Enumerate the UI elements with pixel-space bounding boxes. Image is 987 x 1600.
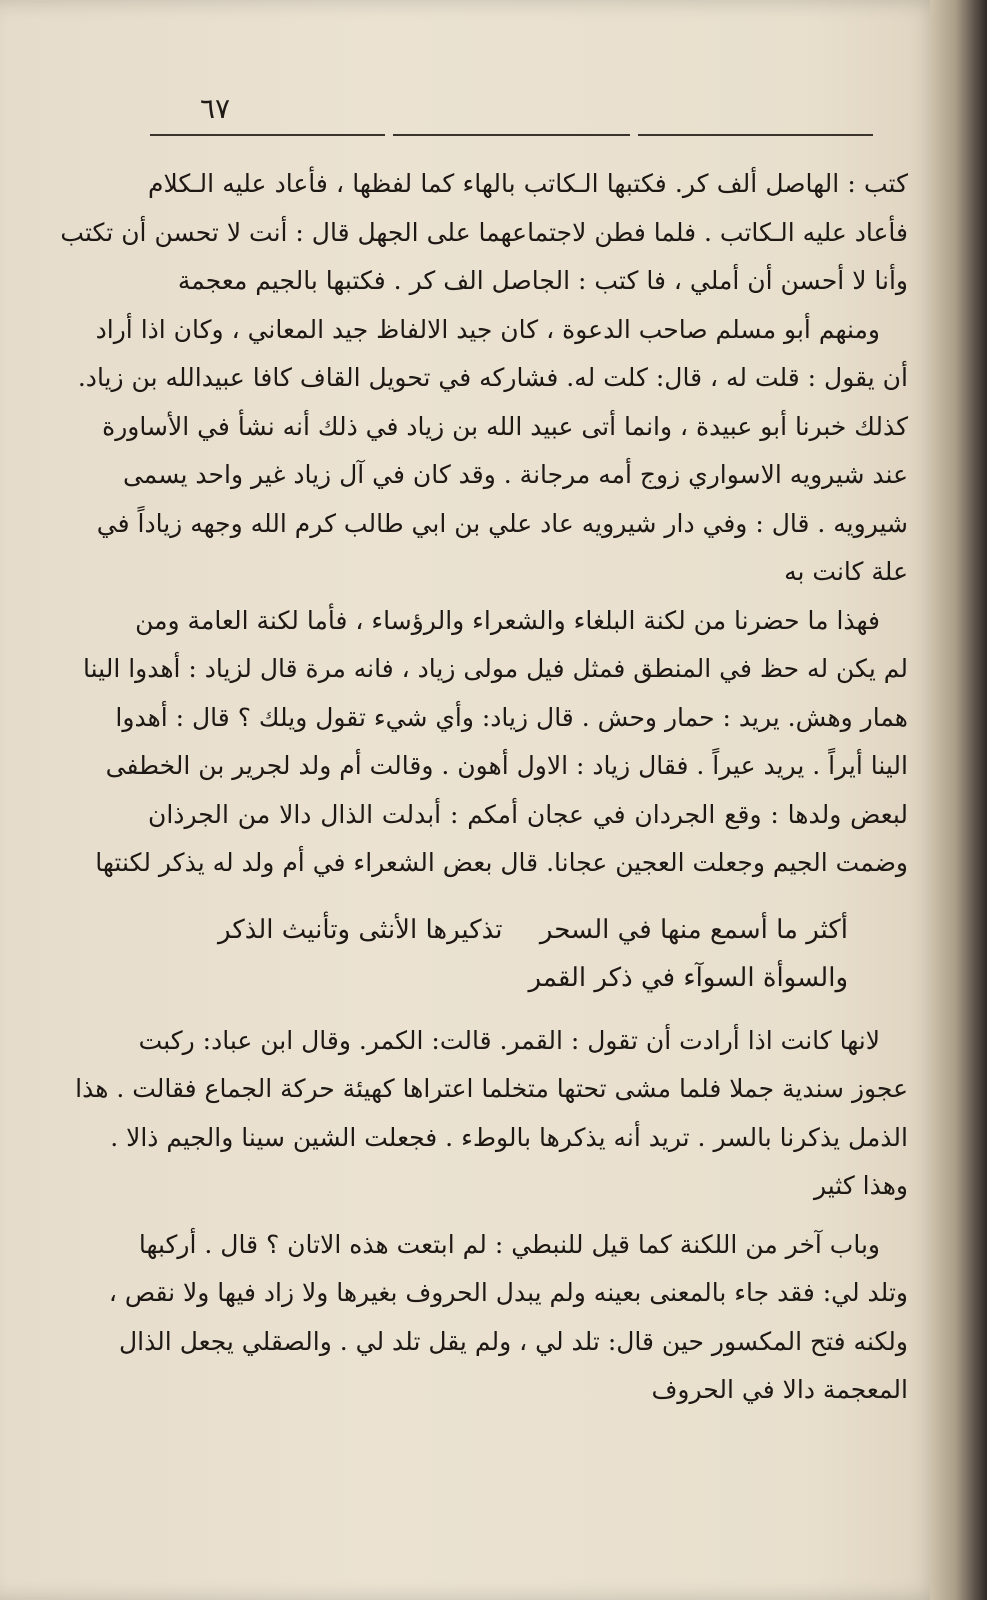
text-line: وضمت الجيم وجعلت العجين عجانا. قال بعض الشعراء في أم ولد له يذكر لكنتها <box>95 848 908 877</box>
text-line: ولكنه فتح المكسور حين قال: تلد لي ، ولم يقل تلد لي . والصقلي يجعل الذال <box>118 1326 908 1356</box>
text-line: ومنهم أبو مسلم صاحب الدعوة ، كان جيد الالفاظ جيد المعاني ، وكان اذا أراد <box>95 314 880 344</box>
verse-hemistich: أكثر ما أسمع منها في السحر <box>539 914 848 945</box>
verse-hemistich: تذكيرها الأنثى وتأنيث الذكر <box>218 914 503 945</box>
text-line: وهذا كثير <box>813 1171 908 1200</box>
book-page-edge <box>930 0 987 1600</box>
text-line: وتلد لي: فقد جاء بالمعنى بعينه ولم يبدل الحروف بغيرها ولا زاد فيها ولا نقص ، <box>108 1278 908 1307</box>
text-line: لم يكن له حظ في المنطق فمثل فيل مولى زياد ، فانه مرة قال لزياد : أهدوا الينا <box>83 654 908 683</box>
header-rule-right <box>638 134 873 136</box>
text-line: كذلك خبرنا أبو عبيدة ، وانما أتى عبيد الله بن زياد في ذلك أنه نشأ في الأساورة <box>102 411 908 441</box>
poem-verse <box>148 906 908 955</box>
header-rule-left <box>150 134 385 136</box>
text-line: علة كانت به <box>784 557 908 586</box>
text-line: كتب : الهاصل ألف كر. فكتبها الـكاتب بالهاء كما لفظها ، فأعاد عليه الـكلام <box>148 169 908 198</box>
text-line: الينا أيراً . يريد عيراً . فقال زياد : الاول أهون . وقالت أم ولد لجرير بن الخطفى <box>105 751 908 780</box>
text-line: لبعض ولدها : وقع الجردان في عجان أمكم : أبدلت الذال دالا من الجرذان <box>148 799 908 829</box>
text-line: شيرويه . قال : وفي دار شيرويه عاد علي بن ابي طالب كرم الله وجهه زياداً في <box>96 508 908 538</box>
text-line: لانها كانت اذا أرادت أن تقول : القمر. قالت: الكمر. وقال ابن عباد: ركبت <box>138 1025 880 1055</box>
paragraph <box>83 597 908 888</box>
text-line: المعجمة دالا في الحروف <box>651 1375 908 1404</box>
paragraph <box>108 1221 908 1415</box>
header-rule-middle <box>393 134 630 136</box>
text-line: فأعاد عليه الـكاتب . فلما فطن لاجتماعهما على الجهل قال : أنت لا تحسن أن تكتب <box>60 217 908 247</box>
paragraph <box>60 160 908 306</box>
text-line: عجوز سندية جملا فلما مشى تحتها متخلما اعتراها كهيئة حركة الجماع فقالت . هذا <box>75 1074 908 1103</box>
page-number: ٦٧ <box>200 92 231 125</box>
poem-verse-line: والسوأة السوآء في ذكر القمر <box>528 963 848 993</box>
text-line: وباب آخر من اللكنة كما قيل للنبطي : لم ابتعت هذه الاتان ؟ قال . أركبها <box>138 1229 880 1259</box>
text-line: فهذا ما حضرنا من لكنة البلغاء والشعراء والرؤساء ، فأما لكنة العامة ومن <box>135 605 880 635</box>
body-text <box>60 160 908 1415</box>
text-line: أن يقول : قلت له ، قال: كلت له. فشاركه في تحويل القاف كافا عبيدالله بن زياد. <box>77 363 908 392</box>
paragraph <box>75 1017 908 1211</box>
text-line: الذمل يذكرنا بالسر . تريد أنه يذكرها بالوطء . فجعلت الشين سينا والجيم ذالا . <box>110 1122 908 1152</box>
paragraph <box>77 306 908 597</box>
text-line: عند شيرويه الاسواري زوج أمه مرجانة . وقد كان في آل زياد غير واحد يسمى <box>122 460 908 489</box>
text-line: همار وهش. يريد : حمار وحش . قال زياد: وأي شيء تقول ويلك ؟ قال : أهدوا <box>115 702 908 732</box>
text-line: وأنا لا أحسن أن أملي ، فا كتب : الجاصل الف كر . فكتبها بالجيم معجمة <box>177 266 908 295</box>
